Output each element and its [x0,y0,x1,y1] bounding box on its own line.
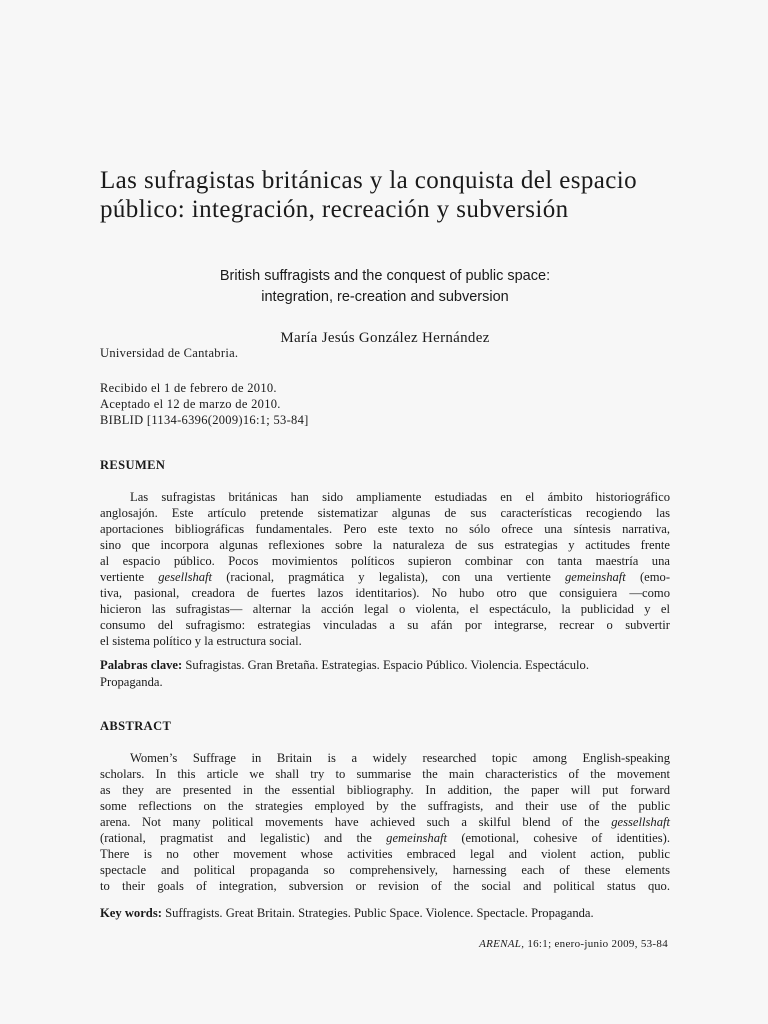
abstract-line: spectacle and political propaganda so comprehensively, harnessing each of these elements [100,863,670,877]
abstract-heading: ABSTRACT [100,719,172,733]
received-date: Recibido el 1 de febrero de 2010. [100,381,277,395]
abstract-line: Women’s Suffrage in Britain is a widely researched topic among English-speaking [130,751,670,765]
text-run: (emotional, cohesive of identities). [447,831,670,845]
keywords-label: Key words: [100,906,162,920]
accepted-date: Aceptado el 12 de marzo de 2010. [100,397,281,411]
italic-term: gesellshaft [158,570,213,584]
keywords-values: Suffragists. Great Britain. Strategies. Public Space. Violence. Spectacle. Propaganda. [161,906,594,920]
text-run: vertiente [100,570,159,584]
keywords-values: Sufragistas. Gran Bretaña. Estrategias. Espacio Público. Violencia. Espectáculo. [182,658,589,672]
italic-term: gessellshaft [611,815,670,829]
resumen-line: el sistema político y la estructura social. [100,634,302,648]
resumen-line: consumo del sufragismo: estrategias vinculadas a su afán por integrarse, recrear o subvertir [100,618,670,632]
subtitle-line-2: integration, re-creation and subversion [261,289,509,305]
paper-page [100,0,670,1024]
resumen-line: al espacio público. Pocos movimientos políticos supieron combinar con tanta maestría una [100,554,670,568]
resumen-line: tiva, pasional, creadora de fuertes lazos identitarios). No hubo otro que consiguiera —como [100,586,670,600]
resumen-line: Las sufragistas británicas han sido ampliamente estudiadas en el ámbito historiográfico [130,490,670,504]
resumen-heading: RESUMEN [100,458,166,472]
text-run: arena. Not many political movements have achieved such a skilful blend of the [100,815,612,829]
abstract-body [100,750,670,894]
journal-citation: 16:1; enero-junio 2009, 53-84 [524,938,668,950]
abstract-line: scholars. In this article we shall try to summarise the main characteristics of the movement [100,767,670,781]
author-affiliation: Universidad de Cantabria. [100,346,239,360]
abstract-line: to their goals of integration, subversion or revision of the social and political status quo. [100,879,670,893]
text-run: (emo- [625,570,671,584]
resumen-line: aportaciones bibliográficas fundamentales. Pero este texto no sólo ofrece una síntesis narrativa, [100,522,670,536]
abstract-line: as they are presented in the essential bibliography. In addition, the paper will put forward [100,783,670,797]
resumen-line-mixed [100,569,670,585]
resumen-line: hicieron las sufragistas— alternar la acción legal o violenta, el espectáculo, la publicidad y el [100,602,670,616]
author-name: María Jesús González Hernández [280,330,490,346]
keywords-label: Palabras clave: [100,658,183,672]
journal-name: ARENAL, [479,938,525,950]
text-run: (racional, pragmática y legalista), con una vertiente [212,570,565,584]
key-words [100,905,670,922]
resumen-body [100,489,670,649]
abstract-line-mixed [100,830,670,846]
article-title: Las sufragistas británicas y la conquista del espacio público: integración, recreación y subversión [100,167,638,223]
text-run: (rational, pragmatist and legalistic) and the [100,831,387,845]
italic-term: gemeinshaft [386,831,448,845]
publication-dates [100,380,309,428]
resumen-line: anglosajón. Este artículo pretende sistematizar algunas de sus características recogiendo las [100,506,670,520]
resumen-line: sino que incorpora algunas reflexiones sobre la naturaleza de sus estrategias y actitudes frente [100,538,670,552]
abstract-line: There is no other movement whose activities embraced legal and violent action, public [100,847,670,861]
abstract-line-mixed [100,814,670,830]
keywords-values-cont: Propaganda. [100,675,163,689]
biblid: BIBLID [1134-6396(2009)16:1; 53-84] [100,413,309,427]
abstract-line: some reflections on the strategies employed by the suffragists, and their use of the public [100,799,670,813]
italic-term: gemeinshaft [564,570,626,584]
journal-footer [479,938,668,950]
subtitle-line-1: British suffragists and the conquest of public space: [219,268,551,284]
english-subtitle [100,266,670,308]
palabras-clave [100,657,670,691]
